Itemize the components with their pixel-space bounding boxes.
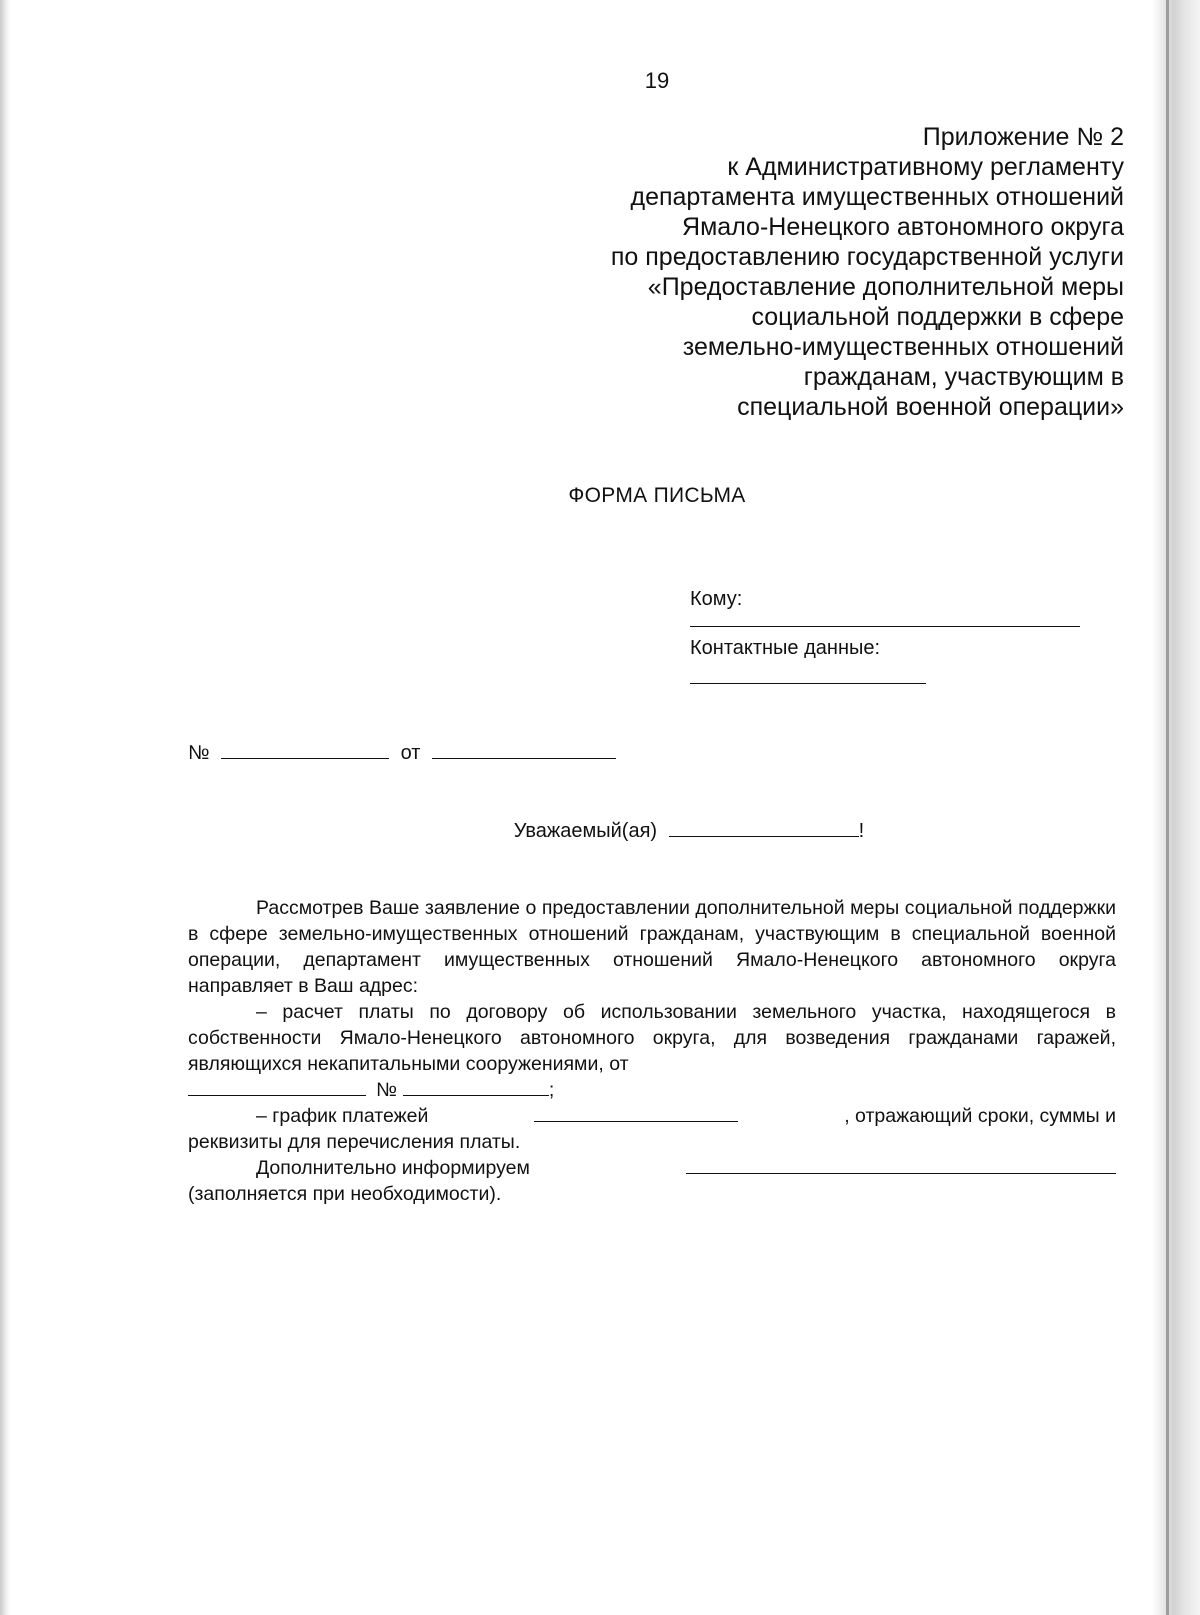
schedule-label: – график платежей — [256, 1105, 429, 1127]
schedule-row — [188, 1103, 1116, 1129]
annex-line: гражданам, участвующим в — [803, 363, 1124, 391]
greeting-label: Уважаемый(ая) — [513, 820, 658, 842]
date-blank-line — [432, 758, 616, 759]
annex-line: «Предоставление дополнительной меры — [647, 273, 1124, 301]
calculation-number-label: № — [376, 1079, 397, 1101]
calculation-date-blank-line — [188, 1095, 366, 1096]
date-label: от — [400, 742, 421, 764]
scan-edge-right — [1152, 0, 1200, 1615]
registration-line — [188, 742, 616, 765]
calculation-details-row — [188, 1077, 1116, 1103]
annex-line: Ямало-Ненецкого автономного округа — [682, 213, 1124, 241]
recipient-block — [690, 586, 1080, 684]
number-label: № — [188, 742, 210, 764]
number-blank-line — [221, 758, 389, 759]
additional-info-note: (заполняется при необходимости). — [188, 1183, 502, 1205]
calculation-number-blank-line — [403, 1095, 549, 1096]
schedule-end: реквизиты для перечисления платы. — [188, 1131, 521, 1153]
annex-line: Приложение № 2 — [922, 123, 1124, 151]
greeting-line — [0, 820, 1200, 843]
annex-line: социальной поддержки в сфере — [751, 303, 1124, 331]
additional-info-blank-line — [686, 1173, 1116, 1174]
contacts-blank-line — [690, 683, 926, 684]
greeting-end: ! — [858, 820, 865, 842]
annex-line: специальной военной операции» — [737, 393, 1124, 421]
annex-line: по предоставлению государственной услуги — [610, 243, 1124, 271]
greeting-blank-line — [669, 836, 859, 837]
annex-header — [524, 122, 1124, 422]
annex-line: к Административному регламенту — [727, 153, 1124, 181]
calculation-end: ; — [548, 1079, 555, 1101]
paragraph-calculation: – расчет платы по договору об использовании земельного участка, находящегося в собственности Ямало-Ненецкого автономного округа, для возведения гражданами гаражей, являющихся некапитальными сооружениями, от — [188, 1001, 1116, 1075]
to-label: Кому: — [690, 588, 743, 610]
to-blank-line — [690, 626, 1080, 627]
additional-info-row — [188, 1155, 1116, 1181]
annex-line: земельно-имущественных отношений — [682, 333, 1124, 361]
page-number: 19 — [644, 68, 670, 93]
scan-edge-left — [0, 0, 10, 1615]
annex-line: департамента имущественных отношений — [630, 183, 1124, 211]
contacts-label: Контактные данные: — [690, 637, 881, 659]
paragraph-intro: Рассмотрев Ваше заявление о предоставлении дополнительной меры социальной поддержки в сфере земельно-имущественных отношений гражданам, участвующим в специальной военной операции, департамент имущественных отношений Ямало-Ненецкого автономного округа направляет в Ваш адрес: — [188, 897, 1116, 997]
schedule-blank-line — [534, 1121, 738, 1122]
form-title: ФОРМА ПИСЬМА — [568, 484, 746, 507]
schedule-description: , отражающий сроки, суммы и — [844, 1105, 1116, 1127]
additional-info-label: Дополнительно информируем — [256, 1157, 530, 1179]
letter-body — [188, 895, 1116, 1207]
